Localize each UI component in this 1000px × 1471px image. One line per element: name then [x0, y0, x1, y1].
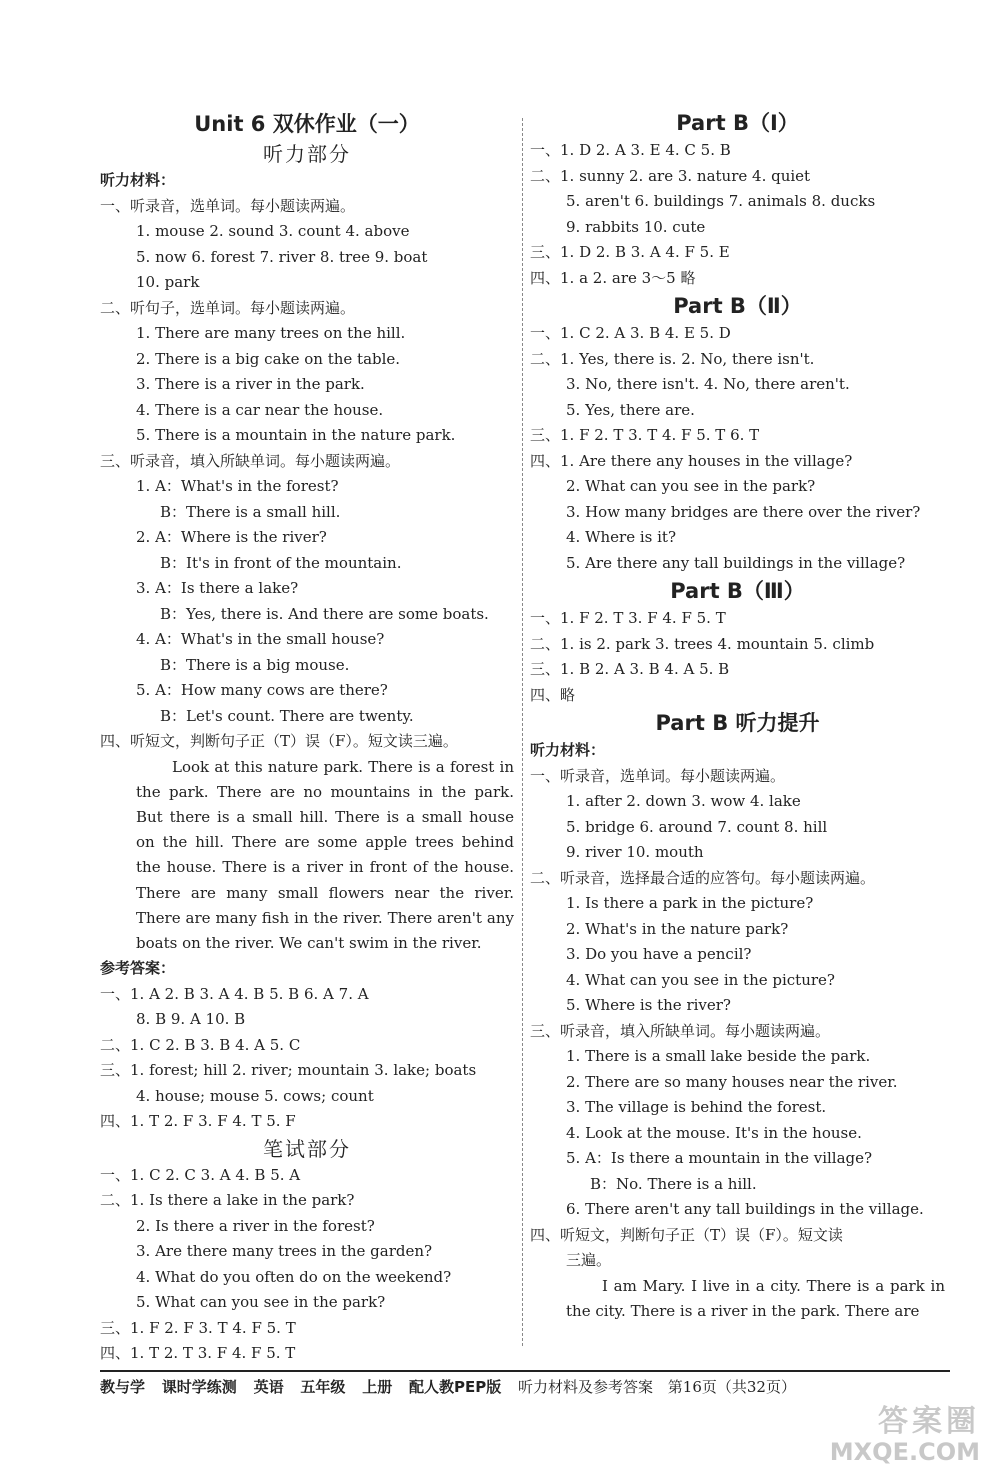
- answers-label: 参考答案：: [100, 959, 176, 978]
- part-b3-title: Part B（Ⅲ）: [670, 579, 805, 603]
- answer-line: 三、1. F 2. T 3. T 4. F 5. T 6. T: [530, 426, 760, 444]
- answer-line: 二、1. is 2. park 3. trees 4. mountain 5. climb: [530, 634, 875, 653]
- answer-line: 5. Yes, there are.: [566, 400, 695, 419]
- answer-line: 一、1. D 2. A 3. E 4. C 5. B: [530, 141, 731, 159]
- answer-line: 四、1. Are there any houses in the village?: [530, 451, 853, 470]
- listening-section-title: 听力部分: [263, 142, 351, 166]
- part-b1-title: Part B（Ⅰ）: [676, 111, 799, 135]
- listening-passage: Look at this nature park. There is a forest in the park. There are no mountains in the park. But there is a small hill. There is a small house on the hill. There are some apple trees behind the house. There is a river in front of the house. There are many small flowers near the river. There are many fish in the river. There aren't any boats on the river. We can't swim in the river.: [136, 757, 514, 952]
- list-item: 5. Where is the river?: [566, 996, 731, 1014]
- footer-description: 听力材料及参考答案: [518, 1378, 654, 1396]
- written-section-title: 笔试部分: [263, 1136, 351, 1161]
- answer-line: 三、1. D 2. B 3. A 4. F 5. E: [530, 243, 730, 261]
- part-b2-title: Part B（Ⅱ）: [673, 294, 802, 318]
- answer-line: 3. Are there many trees in the garden?: [136, 1242, 433, 1261]
- right-column: [530, 108, 945, 1324]
- dialog-line: 5. A：How many cows are there?: [136, 681, 388, 699]
- answer-line: 四、1. T 2. T 3. F 4. F 5. T: [100, 1344, 296, 1363]
- answer-line: 四、1. a 2. are 3～5 略: [530, 268, 696, 287]
- answer-line: 5. Are there any tall buildings in the village?: [566, 553, 906, 572]
- watermark-logo: 答案圈: [878, 1404, 980, 1439]
- list-item: 5. now 6. forest 7. river 8. tree 9. boat: [136, 247, 428, 266]
- footer-page-number: 第16页（共32页）: [667, 1378, 796, 1396]
- dialog-line: B：Yes, there is. And there are some boats.: [160, 604, 489, 623]
- unit-title: Unit 6 双休作业（一）: [194, 112, 420, 136]
- answer-line: 一、1. F 2. T 3. F 4. F 5. T: [530, 609, 726, 627]
- footer-volume: 上册: [362, 1378, 393, 1396]
- list-item: 2. There are so many houses near the river.: [566, 1072, 898, 1091]
- list-item: 1. There are many trees on the hill.: [136, 324, 406, 342]
- list-item: 5. There is a mountain in the nature park.: [136, 426, 456, 444]
- list-item: 1. after 2. down 3. wow 4. lake: [566, 792, 801, 810]
- list-item: 3. Do you have a pencil?: [566, 945, 752, 963]
- dialog-line: 2. A：Where is the river?: [136, 528, 327, 546]
- answer-line: 3. No, there isn't. 4. No, there aren't.: [566, 375, 850, 393]
- left-column: [100, 108, 514, 1367]
- watermark-url: MXQE.COM: [829, 1438, 980, 1466]
- answer-line: 一、1. C 2. A 3. B 4. E 5. D: [530, 324, 731, 342]
- answer-line: 3. How many bridges are there over the river?: [566, 502, 921, 521]
- section-2-title: 二、听录音，选择最合适的应答句。每小题读两遍。: [530, 868, 876, 887]
- list-item: 4. What can you see in the picture?: [566, 970, 835, 989]
- footer-grade: 五年级: [300, 1378, 346, 1396]
- list-item: 4. There is a car near the house.: [136, 400, 384, 419]
- list-item: 1. Is there a park in the picture?: [566, 894, 814, 912]
- list-item: 3. The village is behind the forest.: [566, 1098, 827, 1116]
- answer-line: 四、1. T 2. F 3. F 4. T 5. F: [100, 1112, 296, 1131]
- answer-line: 二、1. Yes, there is. 2. No, there isn't.: [530, 349, 815, 368]
- part-b-listening-title: Part B 听力提升: [655, 711, 820, 735]
- list-item: 5. A：Is there a mountain in the village?: [566, 1149, 873, 1167]
- footer-edition: 配人教PEP版: [408, 1378, 502, 1396]
- answer-line: 二、1. Is there a lake in the park?: [100, 1191, 355, 1210]
- dialog-line: 1. A：What's in the forest?: [136, 477, 339, 495]
- page-footer: [100, 1370, 950, 1406]
- dialog-line: 3. A：Is there a lake?: [136, 579, 299, 597]
- materials-label: 听力材料：: [100, 171, 176, 189]
- list-item: 3. There is a river in the park.: [136, 375, 365, 393]
- column-divider: [522, 118, 523, 1346]
- list-item: 4. Look at the mouse. It's in the house.: [566, 1123, 862, 1142]
- list-item: 10. park: [136, 273, 200, 291]
- dialog-line: B：Let's count. There are twenty.: [160, 706, 414, 725]
- footer-series: 课时学练测: [161, 1378, 237, 1396]
- watermark: [790, 1405, 980, 1467]
- section-4-title: 四、听短文，判断句子正（T）误（F）。短文读三遍。: [100, 732, 458, 750]
- section-4-title: 四、听短文，判断句子正（T）误（F）。短文读: [530, 1225, 843, 1244]
- answer-line: 一、1. C 2. C 3. A 4. B 5. A: [100, 1165, 301, 1184]
- list-item: 9. river 10. mouth: [566, 843, 704, 861]
- answer-line: 三、1. B 2. A 3. B 4. A 5. B: [530, 660, 730, 678]
- answer-line: 2. What can you see in the park?: [566, 477, 816, 495]
- footer-subject: 英语: [253, 1378, 284, 1396]
- section-3-title: 三、听录音，填入所缺单词。每小题读两遍。: [530, 1021, 831, 1040]
- section-4-title-cont: 三遍。: [566, 1251, 612, 1269]
- answer-line: 4. Where is it?: [566, 528, 676, 546]
- section-1-title: 一、听录音，选单词。每小题读两遍。: [530, 766, 786, 785]
- dialog-line: B：It's in front of the mountain.: [160, 553, 402, 572]
- list-item: 2. There is a big cake on the table.: [136, 349, 401, 368]
- answer-line: 4. What do you often do on the weekend?: [136, 1267, 452, 1286]
- answer-line: 2. Is there a river in the forest?: [136, 1216, 375, 1235]
- dialog-line: B：There is a small hill.: [160, 502, 341, 521]
- list-item: 6. There aren't any tall buildings in the village.: [566, 1200, 924, 1218]
- section-2-title: 二、听句子，选单词。每小题读两遍。: [100, 298, 356, 317]
- list-item: 5. bridge 6. around 7. count 8. hill: [566, 817, 828, 836]
- materials-label: 听力材料：: [530, 741, 606, 759]
- list-item: B：No. There is a hill.: [590, 1174, 757, 1193]
- answer-line: 9. rabbits 10. cute: [566, 217, 706, 236]
- answer-line: 5. aren't 6. buildings 7. animals 8. ducks: [566, 192, 876, 210]
- section-3-title: 三、听录音，填入所缺单词。每小题读两遍。: [100, 451, 401, 470]
- dialog-line: B：There is a big mouse.: [160, 655, 350, 674]
- list-item: 1. mouse 2. sound 3. count 4. above: [136, 222, 410, 240]
- answer-line: 三、1. F 2. F 3. T 4. F 5. T: [100, 1318, 296, 1337]
- answer-line: 4. house; mouse 5. cows; count: [136, 1086, 374, 1105]
- footer-brand: 教与学: [100, 1378, 146, 1396]
- listening-passage: I am Mary. I live in a city. There is a park in the city. There is a river in the park. There are: [566, 1276, 945, 1320]
- answer-line: 二、1. sunny 2. are 3. nature 4. quiet: [530, 166, 811, 185]
- answer-line: 二、1. C 2. B 3. B 4. A 5. C: [100, 1035, 301, 1054]
- list-item: 2. What's in the nature park?: [566, 919, 789, 938]
- answer-line: 四、略: [530, 685, 576, 704]
- answer-line: 5. What can you see in the park?: [136, 1293, 386, 1312]
- dialog-line: 4. A：What's in the small house?: [136, 630, 385, 648]
- answer-line: 8. B 9. A 10. B: [136, 1010, 246, 1029]
- section-1-title: 一、听录音，选单词。每小题读两遍。: [100, 196, 356, 215]
- answer-line: 一、1. A 2. B 3. A 4. B 5. B 6. A 7. A: [100, 984, 369, 1003]
- answer-line: 三、1. forest; hill 2. river; mountain 3. lake; boats: [100, 1061, 477, 1080]
- list-item: 1. There is a small lake beside the park.: [566, 1047, 871, 1065]
